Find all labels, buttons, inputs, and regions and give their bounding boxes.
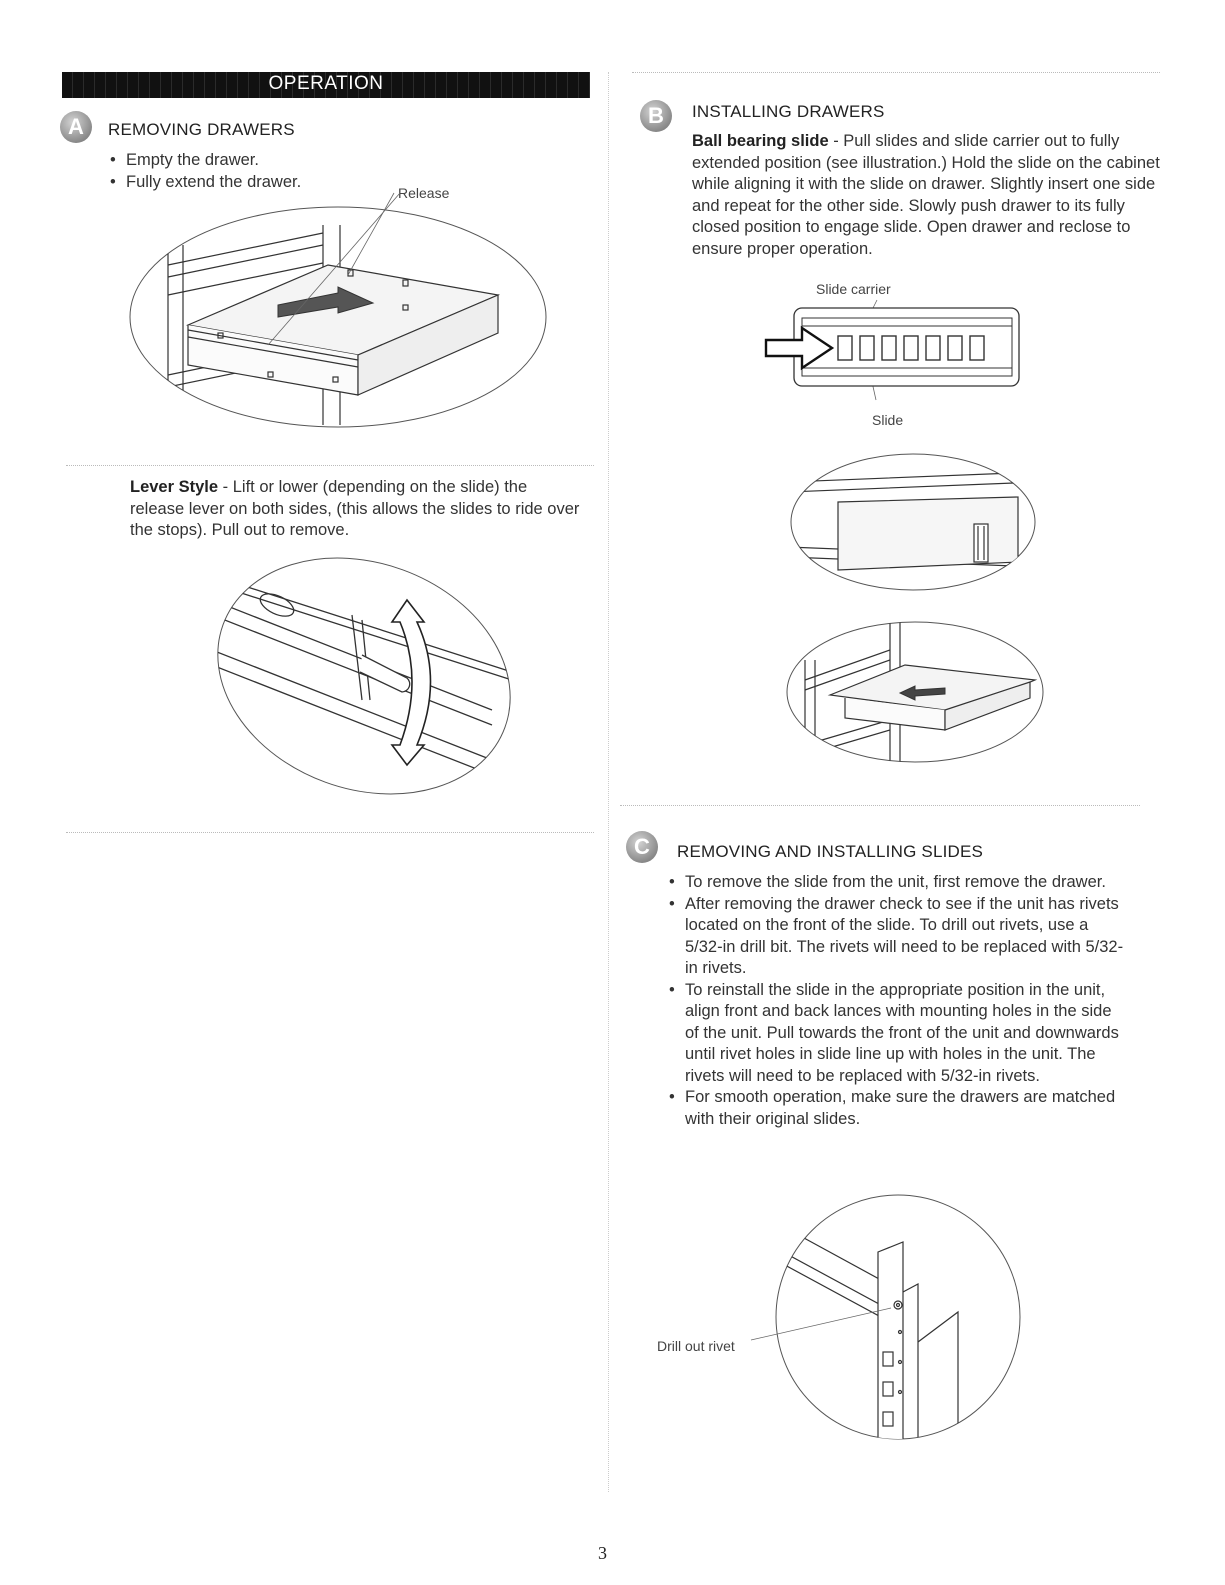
drill-out-rivet-label: Drill out rivet <box>657 1338 735 1354</box>
slide-carrier-label: Slide carrier <box>816 281 891 297</box>
column-divider <box>608 72 609 1492</box>
divider-a-mid <box>66 465 594 466</box>
list-item: • For smooth operation, make sure the drawers are matched with their original slides. <box>667 1087 1127 1130</box>
lever-style-term: Lever Style <box>130 478 219 496</box>
divider-top-right <box>632 72 1160 73</box>
section-c-badge: C <box>626 831 658 863</box>
list-item: • To reinstall the slide in the appropriate position in the unit, align front and back lances with mounting holes in the side of the unit. Pull towards the front of the unit and downwards until rivet holes in slide line up with holes in the unit. The rivets will need to be replaced with 5/32-in rivets. <box>667 980 1127 1088</box>
drawer-extended-illustration <box>128 205 548 430</box>
divider-a-bottom <box>66 832 594 833</box>
ball-bearing-paragraph <box>692 131 1162 260</box>
drill-rivet-illustration <box>773 1192 1023 1442</box>
slide-carrier-illustration <box>762 300 1027 410</box>
banner-title: OPERATION <box>268 73 384 94</box>
section-c-title: REMOVING AND INSTALLING SLIDES <box>677 842 984 861</box>
section-a-badge: A <box>60 111 92 143</box>
list-item: • Empty the drawer. <box>108 150 438 172</box>
section-c-bullets <box>667 872 1127 1130</box>
list-item: • Fully extend the drawer. <box>108 172 438 194</box>
section-b-badge: B <box>640 100 672 132</box>
page-number: 3 <box>598 1543 607 1563</box>
ball-bearing-term: Ball bearing slide <box>692 132 829 150</box>
operation-banner <box>62 72 590 98</box>
list-item: • To remove the slide from the unit, first remove the drawer. <box>667 872 1127 894</box>
slide-label: Slide <box>872 412 904 428</box>
list-item: • After removing the drawer check to see if the unit has rivets located on the front of the slide. To drill out rivets, use a 5/32-in drill bit. The rivets will need to be replaced with 5/32-in rivets. <box>667 894 1127 980</box>
slide-closeup-illustration <box>788 452 1038 592</box>
drawer-closing-illustration <box>785 620 1045 765</box>
section-a-bullets <box>108 150 438 193</box>
release-label: Release <box>398 185 450 201</box>
section-a-title: REMOVING DRAWERS <box>108 120 295 139</box>
section-b-title: INSTALLING DRAWERS <box>692 102 885 121</box>
lever-release-illustration <box>212 560 517 792</box>
lever-style-text: - Lift or lower (depending on the slide) the release lever on both sides, (this allows the slides to ride over the stops). Pull out to remove. <box>130 478 580 539</box>
divider-b-bottom <box>620 805 1140 806</box>
ball-bearing-text: - Pull slides and slide carrier out to fully extended position (see illustration.) Hold the slide on the cabinet while aligning it with the slide on drawer. Slightly insert one side and repeat for the other side. Slowly push drawer to its fully closed position to engage slide. Open drawer and reclose to ensure proper operation. <box>692 132 1160 258</box>
lever-style-paragraph <box>130 477 580 542</box>
